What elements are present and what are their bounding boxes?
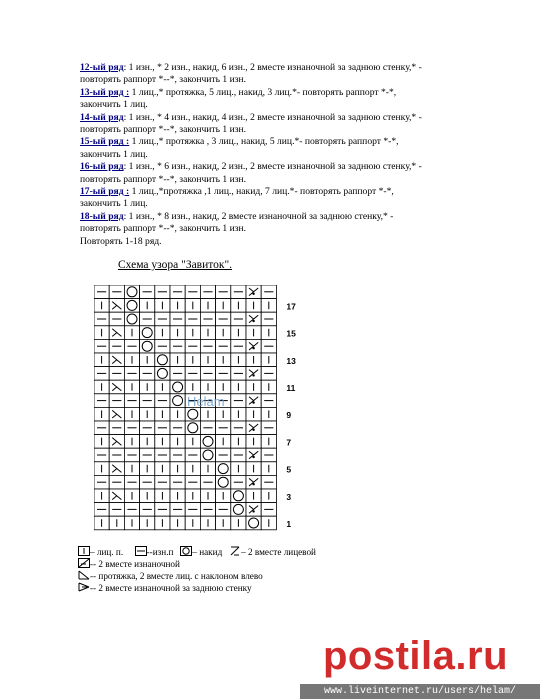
chart-cell	[140, 394, 155, 408]
chart-cell	[109, 503, 124, 517]
chart-cell	[200, 448, 215, 462]
chart-cell	[185, 312, 200, 326]
chart-cell	[216, 435, 231, 449]
chart-cell	[140, 285, 155, 299]
chart-cell	[140, 503, 155, 517]
chart-cell	[216, 299, 231, 313]
chart-cell	[155, 462, 170, 476]
chart-cell	[200, 312, 215, 326]
chart-cell	[170, 394, 185, 408]
chart-cell	[261, 285, 276, 299]
row-14	[80, 112, 480, 124]
legend-purl: --изн.п	[146, 547, 174, 557]
chart-cell	[231, 462, 246, 476]
chart-cell	[94, 367, 109, 381]
row-number: 11	[286, 383, 296, 393]
row-text: : 1 изн., * 2 изн., накид, 6 изн., 2 вместе изнаночной за заднюю стенку,* -	[123, 62, 422, 73]
chart-cell	[200, 516, 215, 530]
row-18	[80, 211, 480, 223]
row-text: : 1 изн., * 8 изн., накид, 2 вместе изнаночной за заднюю стенку,* -	[123, 210, 394, 222]
chart-cell	[261, 503, 276, 517]
chart-cell	[185, 448, 200, 462]
chart-cell	[124, 462, 139, 476]
chart-cell	[109, 326, 124, 340]
chart-cell	[231, 435, 246, 449]
chart-cell	[246, 448, 261, 462]
row-number: 13	[286, 355, 296, 366]
row-label: 17-ый ряд :	[80, 186, 130, 198]
chart-cell	[94, 312, 109, 326]
chart-cell	[155, 503, 170, 517]
chart-cell	[170, 503, 185, 517]
chart-cell	[216, 421, 231, 435]
chart-cell	[185, 516, 200, 530]
chart-cell	[140, 421, 155, 435]
chart-cell	[170, 489, 185, 503]
chart-cell	[261, 435, 276, 449]
chart-cell	[109, 380, 124, 394]
chart-cell	[200, 367, 215, 381]
yarn-over-symbol-icon	[180, 546, 192, 556]
chart-cell	[185, 503, 200, 517]
row-number: 1	[286, 519, 292, 529]
chart-cell	[261, 353, 276, 367]
chart-cell	[155, 380, 170, 394]
chart-cell	[246, 339, 261, 353]
row-number: 17	[286, 301, 296, 312]
chart-cell	[170, 407, 185, 421]
row-text: 1 лиц.,*протяжка ,1 лиц., накид, 7 лиц.*- повторять раппорт *-*,	[129, 186, 394, 198]
chart-cell	[170, 353, 185, 367]
row-12-cont: повторять раппорт *--*, закончить 1 изн.	[80, 74, 247, 86]
chart-cell	[216, 448, 231, 462]
chart-cell	[140, 299, 155, 313]
row-number: 15	[286, 328, 296, 339]
chart-cell	[155, 285, 170, 299]
chart-cell	[94, 407, 109, 421]
chart-cell	[109, 421, 124, 435]
chart-cell	[155, 435, 170, 449]
row-number: 3	[286, 491, 292, 502]
chart-cell	[216, 516, 231, 530]
chart-cell	[170, 312, 185, 326]
chart-cell	[124, 394, 139, 408]
row-label: 12-ый ряд	[80, 62, 124, 73]
chart-cell	[216, 312, 231, 326]
chart-cell	[109, 435, 124, 449]
chart-cell	[94, 462, 109, 476]
chart-cell	[216, 489, 231, 503]
chart-cell	[200, 407, 215, 421]
chart-cell	[155, 516, 170, 530]
row-17	[80, 186, 480, 198]
chart-cell	[185, 475, 200, 489]
chart-cell	[124, 312, 139, 326]
chart-cell	[261, 367, 276, 381]
chart-cell	[200, 475, 215, 489]
chart-cell	[246, 421, 261, 435]
chart-cell	[109, 462, 124, 476]
chart-cell	[109, 312, 124, 326]
row-number: 9	[286, 410, 292, 421]
chart-cell	[200, 326, 215, 340]
chart-cell	[94, 421, 109, 435]
chart-cell	[216, 326, 231, 340]
row-18-cont: повторять раппорт *--*, закончить 1 изн.	[80, 223, 247, 235]
chart-cell	[140, 380, 155, 394]
row-15-cont: закончить 1 лиц.	[80, 148, 148, 160]
row-number: 5	[286, 464, 292, 475]
row-12	[80, 62, 480, 74]
chart-cell	[185, 367, 200, 381]
chart-cell	[155, 353, 170, 367]
chart-cell	[170, 339, 185, 353]
chart-cell	[216, 407, 231, 421]
p2tog-symbol-icon	[78, 558, 90, 568]
chart-cell	[216, 503, 231, 517]
chart-cell	[155, 394, 170, 408]
chart-cell	[155, 339, 170, 353]
chart-cell	[246, 353, 261, 367]
chart-cell	[124, 489, 139, 503]
chart-cell	[94, 339, 109, 353]
chart-cell	[155, 367, 170, 381]
chart-cell	[216, 353, 231, 367]
chart-cell	[200, 285, 215, 299]
chart-cell	[231, 489, 246, 503]
chart-cell	[170, 435, 185, 449]
chart-cell	[231, 353, 246, 367]
chart-cell	[246, 285, 261, 299]
legend-k2tog: – 2 вместе лицевой	[241, 547, 316, 557]
chart-cell	[170, 285, 185, 299]
knitting-chart	[94, 285, 324, 535]
chart-cell	[170, 421, 185, 435]
chart-cell	[124, 285, 139, 299]
chart-cell	[109, 353, 124, 367]
chart-cell	[109, 367, 124, 381]
chart-cell	[124, 503, 139, 517]
chart-cell	[140, 448, 155, 462]
chart-cell	[170, 448, 185, 462]
chart-cell	[185, 380, 200, 394]
chart-cell	[246, 516, 261, 530]
chart-cell	[94, 326, 109, 340]
row-17-cont: закончить 1 лиц.	[80, 198, 148, 210]
chart-cell	[140, 516, 155, 530]
chart-cell	[185, 326, 200, 340]
chart-cell	[246, 299, 261, 313]
chart-cell	[94, 489, 109, 503]
chart-cell	[155, 475, 170, 489]
row-label: 16-ый ряд	[80, 161, 124, 173]
chart-cell	[170, 367, 185, 381]
chart-cell	[155, 489, 170, 503]
chart-cell	[109, 489, 124, 503]
chart-cell	[140, 339, 155, 353]
chart-cell	[170, 326, 185, 340]
legend-yarn-over: – накид	[192, 547, 223, 557]
chart-cell	[140, 326, 155, 340]
chart-cell	[140, 353, 155, 367]
chart-cell	[140, 475, 155, 489]
chart-cell	[170, 516, 185, 530]
chart-cell	[231, 312, 246, 326]
chart-cell	[185, 421, 200, 435]
row-text: 1 лиц.,* протяжка, 5 лиц., накид, 3 лиц.*- повторять раппорт *-*,	[129, 86, 397, 98]
chart-cell	[261, 489, 276, 503]
row-16	[80, 161, 480, 173]
chart-cell	[124, 380, 139, 394]
chart-cell	[170, 380, 185, 394]
chart-cell	[185, 435, 200, 449]
chart-cell	[216, 285, 231, 299]
chart-cell	[200, 421, 215, 435]
row-number-column	[286, 301, 296, 529]
chart-cell	[261, 394, 276, 408]
chart-cell	[109, 407, 124, 421]
legend-line-4	[78, 582, 316, 594]
chart-cell	[261, 448, 276, 462]
chart-cell	[124, 448, 139, 462]
legend-knit: – лиц. п.	[90, 547, 124, 557]
chart-heading: Схема узора "Завиток".	[118, 259, 233, 271]
row-label: 18-ый ряд	[80, 210, 124, 222]
k2tog-symbol-icon	[229, 546, 241, 556]
chart-cell	[155, 312, 170, 326]
chart-cell	[109, 516, 124, 530]
chart-cell	[261, 407, 276, 421]
chart-cell	[124, 516, 139, 530]
chart-cell	[261, 421, 276, 435]
chart-cell	[261, 326, 276, 340]
chart-cell	[231, 503, 246, 517]
chart-cell	[185, 462, 200, 476]
chart-cell	[200, 489, 215, 503]
chart-cell	[124, 299, 139, 313]
row-label: 15-ый ряд :	[80, 136, 130, 148]
chart-cell	[140, 435, 155, 449]
chart-cell	[231, 394, 246, 408]
row-16-cont: повторять раппорт *--*, закончить 1 изн.	[80, 173, 247, 185]
chart-legend	[78, 546, 316, 594]
chart-cell	[200, 380, 215, 394]
chart-cell	[200, 435, 215, 449]
chart-cell	[109, 394, 124, 408]
chart-cell	[109, 475, 124, 489]
purl-symbol-icon	[135, 546, 147, 556]
chart-cell	[94, 299, 109, 313]
chart-cell	[185, 285, 200, 299]
row-14-cont: повторять раппорт *--*, закончить 1 изн.	[80, 124, 247, 136]
chart-cell	[200, 503, 215, 517]
chart-cell	[94, 503, 109, 517]
chart-cell	[124, 339, 139, 353]
chart-cell	[140, 367, 155, 381]
chart-cell	[185, 407, 200, 421]
row-text: : 1 изн., * 6 изн., накид, 2 изн., 2 вместе изнаночной за заднюю стенку,* -	[123, 161, 422, 173]
chart-cell	[140, 462, 155, 476]
chart-cell	[155, 448, 170, 462]
row-text: : 1 изн., * 4 изн., накид, 4 изн., 2 вместе изнаночной за заднюю стенку,* -	[123, 111, 422, 123]
chart-cell	[246, 435, 261, 449]
chart-cell	[231, 421, 246, 435]
chart-cell	[94, 380, 109, 394]
chart-cell	[261, 380, 276, 394]
chart-cell	[246, 394, 261, 408]
chart-cell	[261, 312, 276, 326]
row-13-cont: закончить 1 лиц.	[80, 99, 148, 111]
chart-cell	[246, 475, 261, 489]
chart-cell	[155, 299, 170, 313]
chart-cell	[246, 503, 261, 517]
chart-cell	[246, 367, 261, 381]
chart-cell	[94, 475, 109, 489]
chart-cell	[170, 475, 185, 489]
p2tog-tbl-symbol-icon	[78, 582, 90, 592]
footer-url: www.liveinternet.ru/users/helam/	[300, 684, 540, 699]
chart-cell	[124, 475, 139, 489]
row-label: 13-ый ряд :	[80, 86, 130, 98]
chart-cell	[155, 407, 170, 421]
chart-cell	[94, 394, 109, 408]
chart-cell	[231, 475, 246, 489]
skp-symbol-icon	[78, 570, 90, 580]
chart-cell	[231, 407, 246, 421]
chart-cell	[140, 407, 155, 421]
chart-cell	[155, 421, 170, 435]
legend-line-1	[78, 546, 316, 558]
pattern-instructions	[80, 62, 480, 248]
chart-cell	[231, 285, 246, 299]
row-13	[80, 87, 480, 99]
chart-cell	[200, 339, 215, 353]
chart-cell	[185, 339, 200, 353]
watermark: Helam	[187, 394, 225, 409]
chart-cell	[231, 326, 246, 340]
chart-cell	[109, 285, 124, 299]
chart-cell	[124, 435, 139, 449]
chart-cell	[109, 299, 124, 313]
chart-cell	[109, 339, 124, 353]
postila-logo: postila.ru	[323, 634, 509, 678]
chart-cell	[124, 326, 139, 340]
legend-p2tog: -- 2 вместе изнаночной	[90, 559, 180, 569]
chart-cell	[109, 448, 124, 462]
chart-cell	[94, 448, 109, 462]
chart-cell	[216, 339, 231, 353]
legend-line-3	[78, 570, 316, 582]
chart-cell	[246, 489, 261, 503]
row-15	[80, 136, 480, 148]
chart-cell	[231, 448, 246, 462]
chart-cell	[246, 380, 261, 394]
chart-cell	[246, 326, 261, 340]
chart-cell	[246, 312, 261, 326]
chart-cell	[185, 353, 200, 367]
chart-grid	[94, 285, 276, 530]
chart-cell	[246, 462, 261, 476]
chart-cell	[261, 475, 276, 489]
chart-cell	[231, 516, 246, 530]
chart-cell	[216, 475, 231, 489]
chart-cell	[200, 353, 215, 367]
legend-line-2	[78, 558, 316, 570]
chart-cell	[231, 299, 246, 313]
chart-cell	[94, 285, 109, 299]
chart-cell	[200, 462, 215, 476]
chart-cell	[216, 380, 231, 394]
row-label: 14-ый ряд	[80, 111, 124, 123]
chart-cell	[170, 462, 185, 476]
chart-cell	[94, 435, 109, 449]
chart-cell	[185, 299, 200, 313]
row-text: 1 лиц.,* протяжка , 3 лиц., накид, 5 лиц.*- повторять раппорт *-*,	[129, 136, 399, 148]
repeat-note: Повторять 1-18 ряд.	[80, 235, 162, 247]
chart-cell	[124, 353, 139, 367]
chart-cell	[246, 407, 261, 421]
chart-cell	[261, 516, 276, 530]
chart-cell	[261, 299, 276, 313]
chart-cell	[200, 299, 215, 313]
chart-cell	[231, 367, 246, 381]
chart-cell	[216, 367, 231, 381]
legend-skp: -- протяжка, 2 вместе лиц. с наклоном влево	[90, 571, 263, 581]
chart-cell	[140, 489, 155, 503]
chart-cell	[231, 339, 246, 353]
chart-cell	[94, 353, 109, 367]
chart-cell	[216, 462, 231, 476]
chart-cell	[261, 462, 276, 476]
chart-cell	[124, 367, 139, 381]
chart-cell	[94, 516, 109, 530]
chart-cell	[231, 380, 246, 394]
row-number: 7	[286, 437, 292, 448]
chart-cell	[185, 489, 200, 503]
chart-cell	[155, 326, 170, 340]
chart-cell	[140, 312, 155, 326]
chart-cell	[170, 299, 185, 313]
legend-p2tog-tbl: -- 2 вместе изнаночной за заднюю стенку	[90, 583, 252, 593]
chart-cell	[124, 421, 139, 435]
knit-symbol-icon	[78, 546, 90, 556]
chart-cell	[124, 407, 139, 421]
chart-cell	[261, 339, 276, 353]
